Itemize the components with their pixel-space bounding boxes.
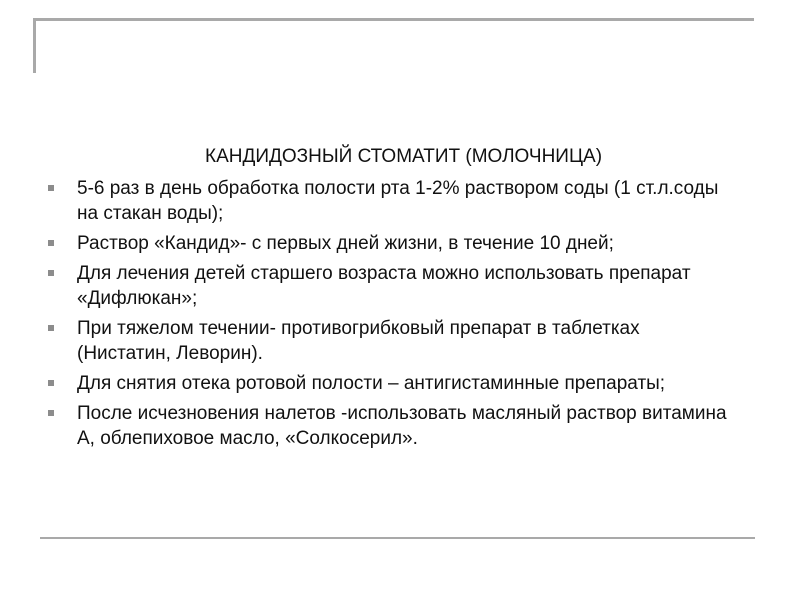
list-item xyxy=(48,401,728,451)
frame-bottom-line xyxy=(40,537,755,539)
bullet-list xyxy=(48,176,728,456)
list-item-text: При тяжелом течении- противогрибковый препарат в таблетках (Нистатин, Леворин). xyxy=(77,318,640,364)
slide-title: КАНДИДОЗНЫЙ СТОМАТИТ (МОЛОЧНИЦА) xyxy=(205,146,603,167)
square-bullet-icon xyxy=(48,185,54,191)
list-item xyxy=(48,316,728,366)
list-item xyxy=(48,261,728,311)
list-item-text: Для снятия отека ротовой полости – антигистаминные препараты; xyxy=(77,373,666,394)
frame-top-line xyxy=(33,18,754,21)
square-bullet-icon xyxy=(48,270,54,276)
frame-left-line xyxy=(33,18,36,73)
list-item xyxy=(48,176,728,226)
list-item xyxy=(48,371,728,396)
square-bullet-icon xyxy=(48,410,54,416)
list-item-text: 5-6 раз в день обработка полости рта 1-2% раствором соды (1 ст.л.соды на стакан воды); xyxy=(77,178,719,224)
list-item xyxy=(48,231,728,256)
list-item-text: Для лечения детей старшего возраста можно использовать препарат «Дифлюкан»; xyxy=(77,263,691,309)
square-bullet-icon xyxy=(48,240,54,246)
list-item-text: Раствор «Кандид»- с первых дней жизни, в течение 10 дней; xyxy=(77,233,614,254)
square-bullet-icon xyxy=(48,325,54,331)
list-item-text: После исчезновения налетов -использовать масляный раствор витамина А, облепиховое масло, «Солкосерил». xyxy=(77,403,727,449)
square-bullet-icon xyxy=(48,380,54,386)
